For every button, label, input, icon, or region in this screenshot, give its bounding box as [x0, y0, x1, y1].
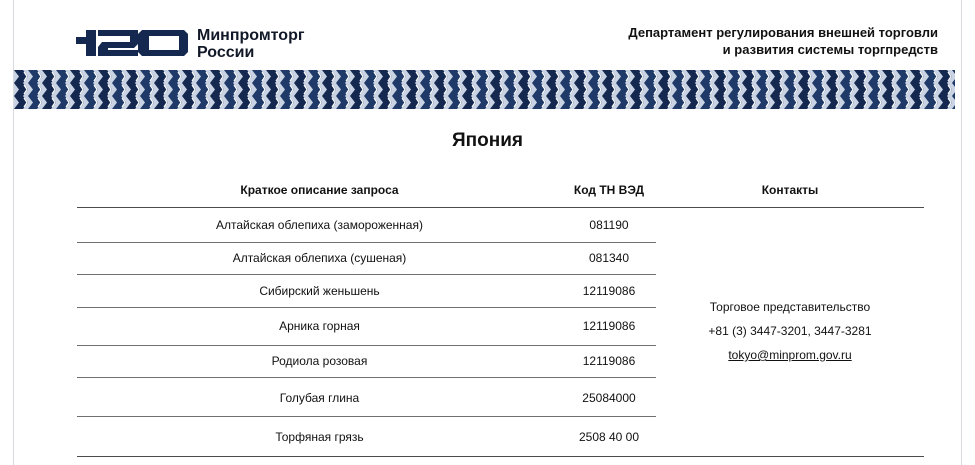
table-bottom-border — [77, 456, 924, 457]
row-description: Алтайская облепиха (замороженная) — [216, 218, 423, 232]
row-code: 25084000 — [582, 391, 636, 405]
row-divider — [77, 416, 656, 417]
contacts-block — [656, 295, 924, 367]
ministry-name — [197, 27, 305, 61]
row-divider — [77, 307, 656, 308]
row-code: 12119086 — [582, 284, 636, 298]
department-name — [628, 24, 938, 58]
row-divider — [77, 242, 656, 243]
minpromtorg-120-logo — [76, 26, 188, 60]
row-code: 2508 40 00 — [578, 430, 640, 444]
row-description: Родиола розовая — [271, 354, 368, 368]
header-divider — [77, 207, 924, 208]
row-divider — [77, 345, 656, 346]
country-title: Япония — [452, 130, 523, 151]
header-code: Код ТН ВЭД — [573, 183, 645, 197]
header-contacts: Контакты — [761, 183, 819, 197]
contact-email-link[interactable]: tokyo@minprom.gov.ru — [728, 348, 852, 362]
row-code: 081340 — [588, 251, 630, 265]
contact-organization: Торговое представительство — [709, 300, 871, 314]
row-description: Торфяная грязь — [275, 430, 364, 444]
header-description: Краткое описание запроса — [240, 183, 399, 197]
row-description: Арника горная — [279, 319, 360, 333]
decorative-pattern-band — [14, 70, 955, 109]
row-code: 081190 — [589, 218, 629, 232]
row-code: 12119086 — [582, 319, 636, 333]
row-description: Сибирский женьшень — [259, 284, 380, 298]
row-divider — [77, 274, 656, 275]
row-divider — [77, 377, 656, 378]
contact-phone: +81 (3) 3447-3201, 3447-3281 — [708, 324, 872, 338]
ministry-name-line2: России — [197, 44, 255, 61]
department-line2: и развития системы торгпредств — [722, 42, 938, 57]
row-description: Голубая глина — [279, 391, 360, 405]
row-code: 12119086 — [582, 354, 636, 368]
department-line1: Департамент регулирования внешней торговли — [628, 25, 938, 40]
row-description: Алтайская облепиха (сушеная) — [232, 251, 407, 265]
ministry-name-line1: Минпромторг — [197, 27, 305, 44]
